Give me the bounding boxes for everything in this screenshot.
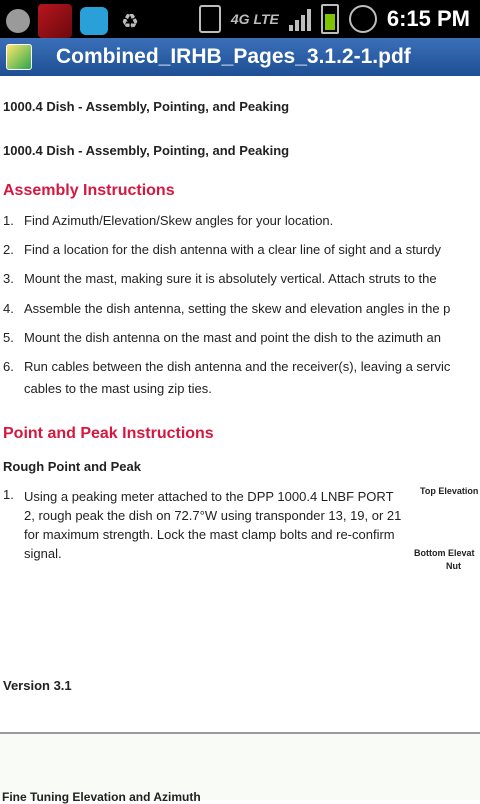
list-item: 2. Find a location for the dish antenna with a clear line of sight and a sturdy: [3, 242, 441, 257]
list-item: 1. Find Azimuth/Elevation/Skew angles for your location.: [3, 213, 334, 228]
alarm-icon: [349, 5, 377, 33]
next-pdf-page[interactable]: [0, 734, 480, 804]
figure-label-bottom: Bottom Elevat: [414, 548, 475, 558]
recycle-icon: ♻: [121, 9, 139, 33]
clock: 6:15 PM: [386, 6, 470, 31]
document-title: Combined_IRHB_Pages_3.1.2-1.pdf: [56, 45, 411, 68]
vibrate-icon: [199, 5, 221, 33]
lte-icon: 4G LTE: [230, 11, 279, 27]
system-icons: [199, 0, 470, 38]
point-peak-title: Point and Peak Instructions: [3, 425, 214, 442]
figure-label-top: Top Elevation: [420, 486, 479, 496]
version-label: Version 3.1: [3, 678, 72, 693]
assembly-title: Assembly Instructions: [3, 182, 175, 199]
list-item-continuation: cables to the mast using zip ties.: [24, 381, 212, 396]
list-item: 5. Mount the dish antenna on the mast and point the dish to the azimuth an: [3, 330, 442, 345]
app-icon[interactable]: [6, 44, 32, 70]
list-item-text: Using a peaking meter attached to the DPP 1000.4 LNBF PORT 2, rough peak the dish on 72.7°W using transponder 13, 19, or 21 for maximum strength. Lock the mast clamp bolts and re-confirm signal.: [24, 489, 402, 561]
title-bar: [0, 38, 480, 76]
chat-icon: [80, 7, 108, 35]
list-item: 1.: [3, 487, 14, 502]
list-item: 4. Assemble the dish antenna, setting the skew and elevation angles in the p: [3, 301, 451, 316]
battery-icon: [321, 4, 339, 34]
avatar-icon: [38, 4, 72, 38]
next-page-heading: Fine Tuning Elevation and Azimuth: [2, 790, 201, 804]
notification-icons: [6, 4, 144, 38]
pdf-page[interactable]: [0, 76, 480, 732]
page-header-1: 1000.4 Dish - Assembly, Pointing, and Peaking: [3, 99, 290, 114]
list-item: 6. Run cables between the dish antenna and the receiver(s), leaving a servic: [3, 359, 451, 374]
signal-icon: [289, 7, 311, 31]
rough-point-subtitle: Rough Point and Peak: [3, 459, 141, 474]
page-header-2: 1000.4 Dish - Assembly, Pointing, and Peaking: [3, 143, 290, 158]
status-bar: [0, 0, 480, 38]
list-item: 3. Mount the mast, making sure it is absolutely vertical. Attach struts to the: [3, 271, 437, 286]
smiley-icon: [6, 9, 30, 33]
figure-label-nut: Nut: [446, 561, 461, 571]
